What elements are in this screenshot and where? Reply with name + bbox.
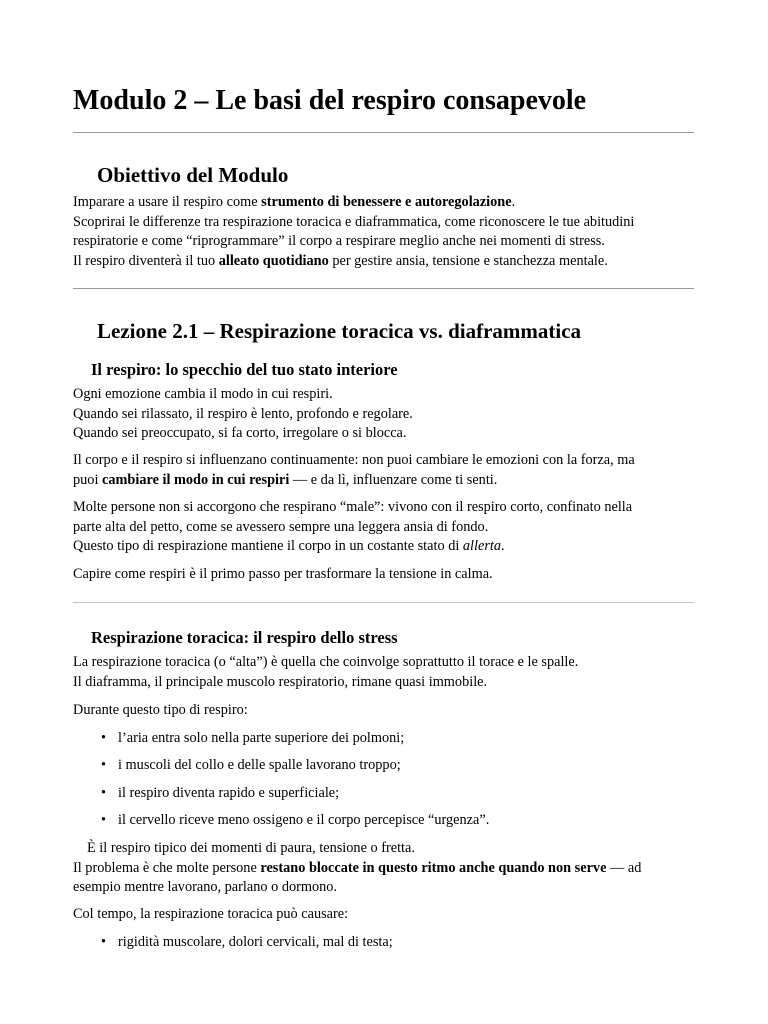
list-item: • i muscoli del collo e delle spalle lavorano troppo; [101,756,401,776]
paragraph: Molte persone non si accorgono che respirano “male”: vivono con il respiro corto, confinato nella parte alta del petto, come se avessero sempre una leggera ansia di fondo. Questo tipo di respirazione mantiene il corpo in un costante stato di allerta. [73,499,633,554]
paragraph: Ogni emozione cambia il modo in cui respiri. Quando sei rilassato, il respiro è lento, profondo e regolare. Quando sei preoccupato, si fa corto, irregolare o si blocca. [73,386,413,441]
bullet-icon: • [101,785,107,801]
list-item: • il respiro diventa rapido e superficiale; [101,784,339,804]
paragraph: Col tempo, la respirazione toracica può causare: [73,906,349,922]
paragraph: Il corpo e il respiro si influenzano continuamente: non puoi cambiare le emozioni con la forza, ma puoi cambiare il modo in cui respiri — e da lì, influenzare come ti senti. [73,452,635,488]
paragraph: Capire come respiri è il primo passo per trasformare la tensione in calma. [73,566,493,582]
page-title: Modulo 2 – Le basi del respiro consapevole [73,85,587,116]
list-item: • l’aria entra solo nella parte superiore dei polmoni; [101,729,404,749]
list-item: • il cervello riceve meno ossigeno e il corpo percepisce “urgenza”. [101,811,489,831]
objective-line: Scoprirai le differenze tra respirazione toracica e diaframmatica, come riconoscere le tue abitudini [73,213,635,230]
paragraph: La respirazione toracica (o “alta”) è quella che coinvolge soprattutto il torace e le spalle. Il diaframma, il principale muscolo respiratorio, rimane quasi immobile. [73,654,579,690]
paragraph: È il respiro tipico dei momenti di paura, tensione o fretta. Il problema è che molte persone restano bloccate in questo ritmo anche quando non serve — ad esempio mentre lavorano, parlano o dormono. [73,840,642,895]
divider [73,288,694,289]
section-heading: Il respiro: lo specchio del tuo stato interiore [91,360,398,379]
lesson-heading: Lezione 2.1 – Respirazione toracica vs. diaframmatica [97,319,582,343]
objective-line: Il respiro diventerà il tuo alleato quotidiano per gestire ansia, tensione e stanchezza mentale. [73,252,608,269]
objective-line: Imparare a usare il respiro come strumento di benessere e autoregolazione. [73,194,516,210]
bullet-icon: • [101,934,107,950]
divider [73,602,694,603]
objective-paragraph [73,193,695,271]
paragraph: Durante questo tipo di respiro: [73,702,248,718]
list-item: • rigidità muscolare, dolori cervicali, mal di testa; [101,933,393,953]
bullet-icon: • [101,757,107,773]
section-heading: Respirazione toracica: il respiro dello stress [91,628,398,647]
objective-heading: Obiettivo del Modulo [97,163,289,187]
divider [73,132,694,133]
bullet-icon: • [101,730,107,746]
objective-line: respiratorie e come “riprogrammare” il corpo a respirare meglio anche nei momenti di stress. [73,233,605,249]
bullet-icon: • [101,812,107,828]
